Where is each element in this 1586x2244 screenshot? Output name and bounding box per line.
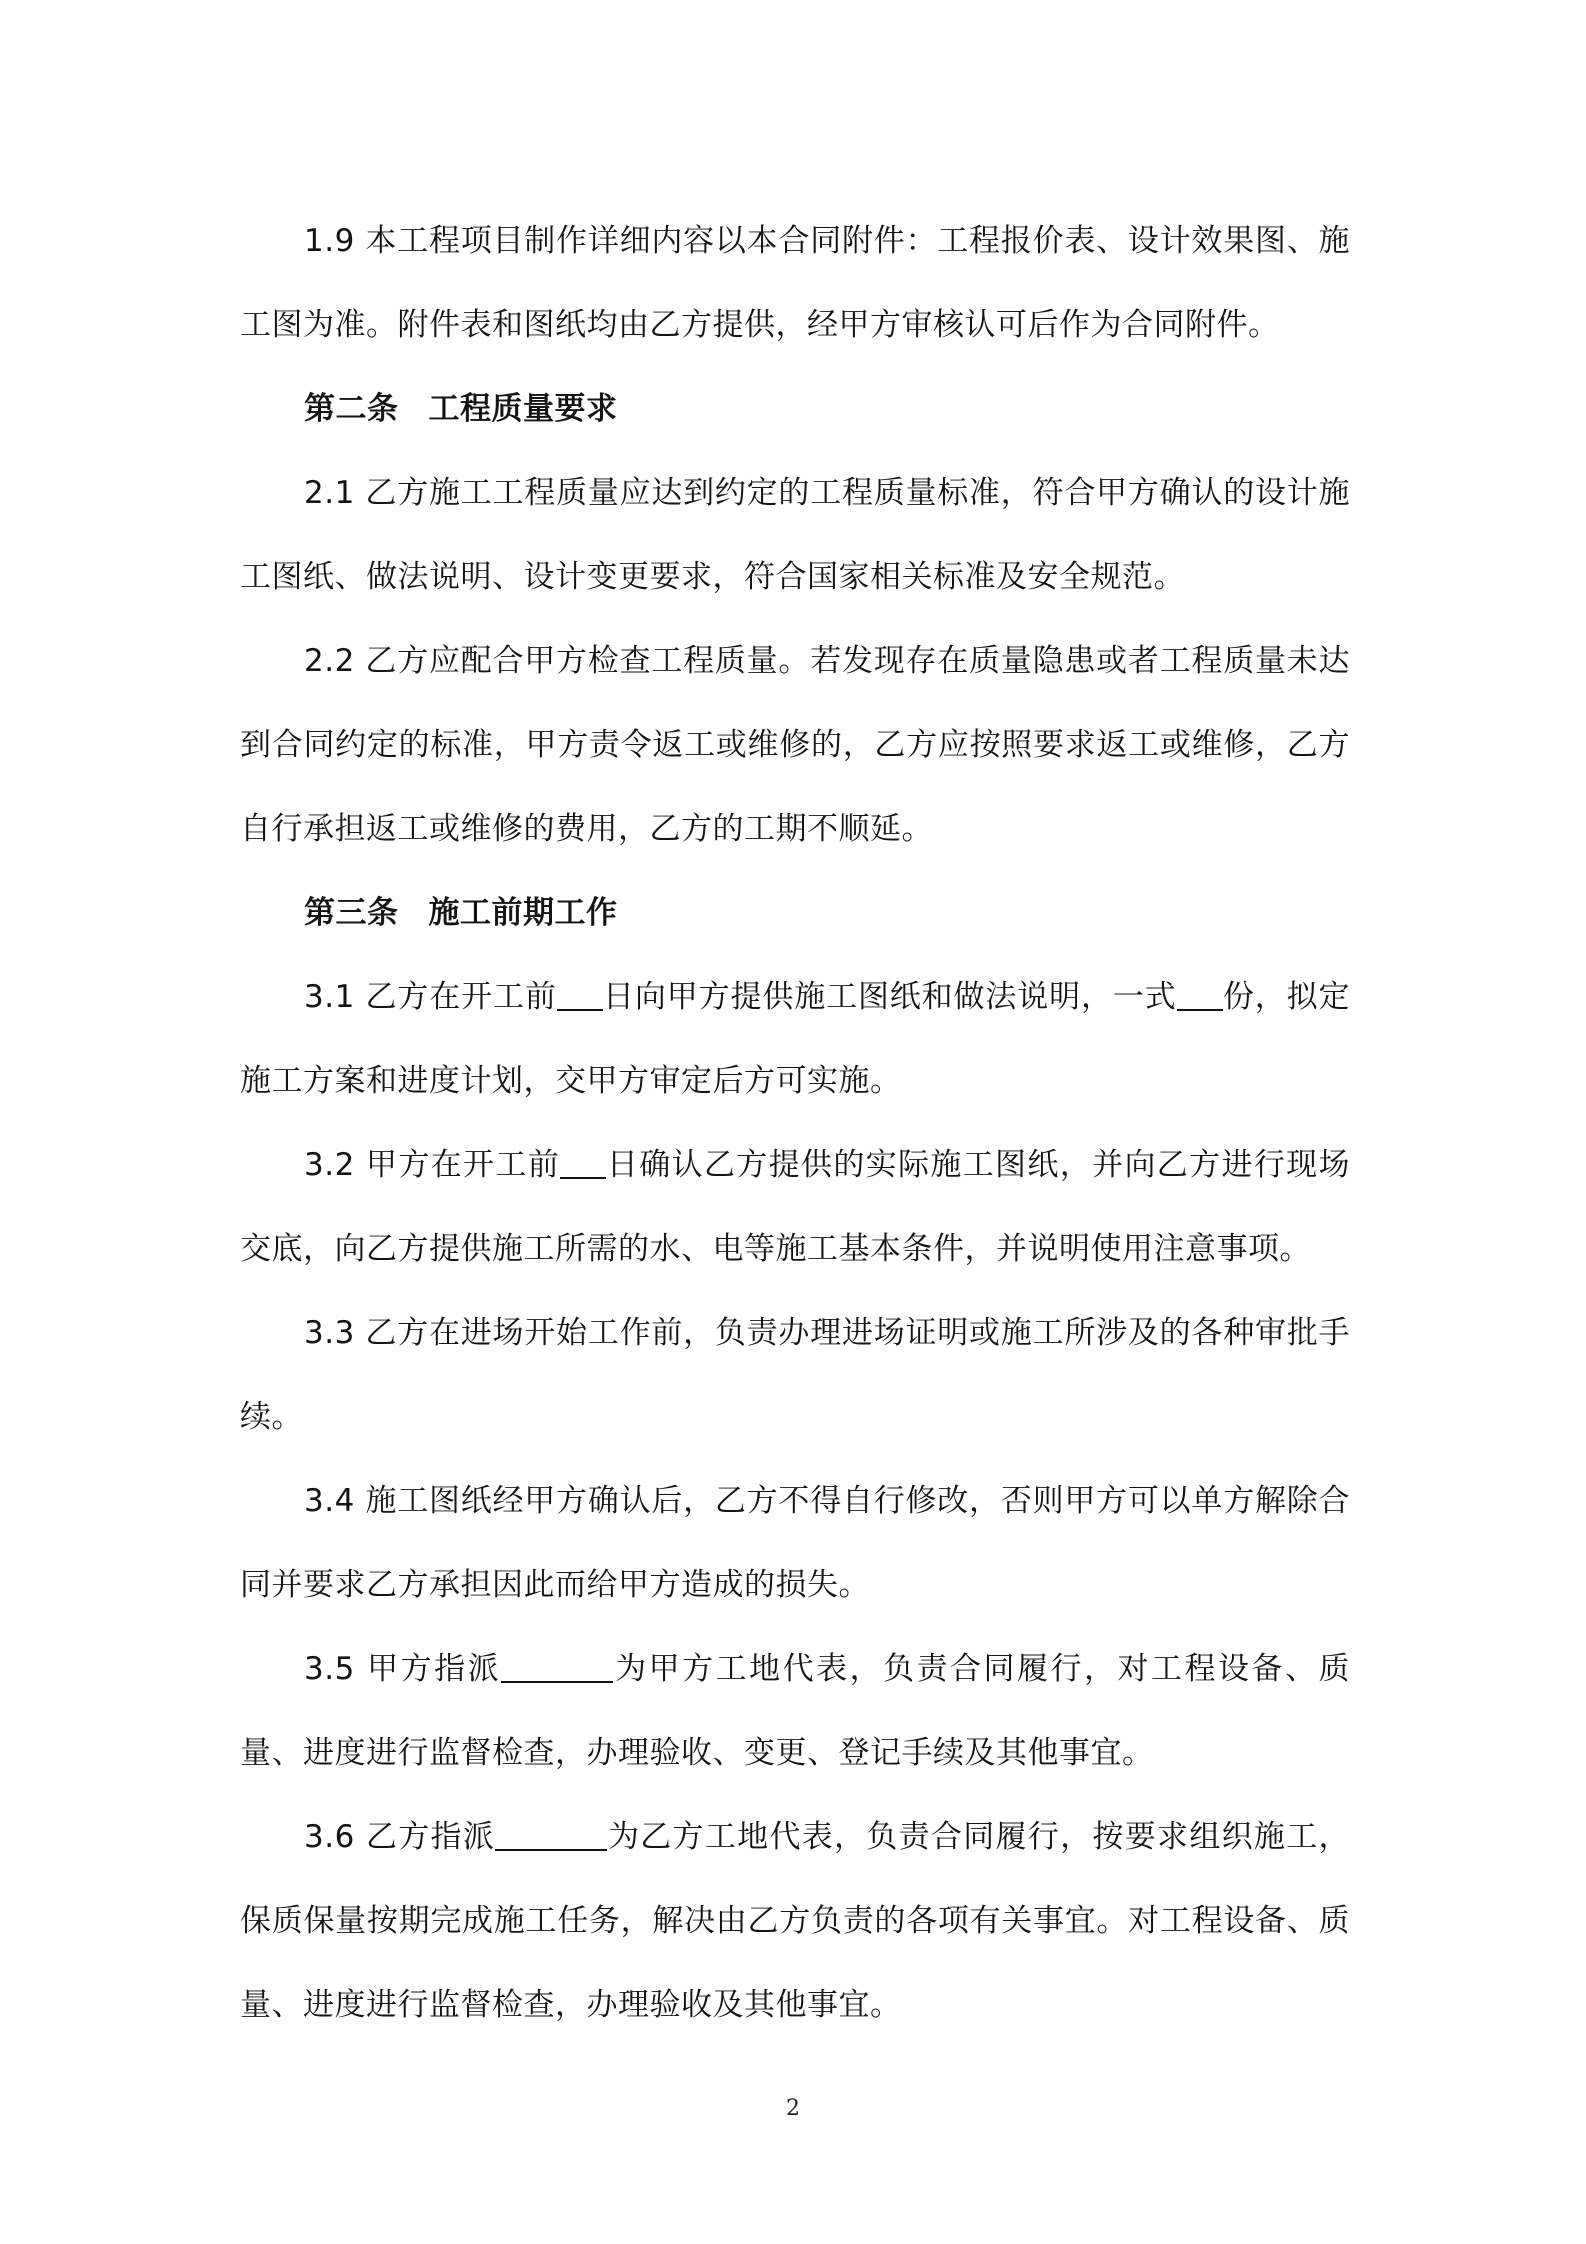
clause-2-1 [240,451,1350,619]
article-2-number: 第二条 [304,391,399,427]
clause-3-5-text-b: 为甲方工地代表，负责合同履行，对工程设备、质量、进度进行监督检查，办理验收、变更、登记手续及其他事宜。 [240,1651,1350,1771]
clause-3-5 [240,1627,1350,1795]
clause-3-5-text-a: 3.5 甲方指派 [304,1651,502,1687]
clause-3-1-text-b: 日向甲方提供施工图纸和做法说明，一式 [602,979,1177,1015]
clause-3-1-text-a: 3.1 乙方在开工前 [304,979,557,1015]
party-b-representative-blank-field[interactable] [495,1819,607,1851]
clause-3-4-text: 3.4 施工图纸经甲方确认后，乙方不得自行修改，否则甲方可以单方解除合同并要求乙方承担因此而给甲方造成的损失。 [240,1483,1350,1603]
clause-3-6 [240,1795,1350,2047]
article-2-heading [240,367,1350,451]
page-number: 2 [786,2096,800,2121]
clause-3-1 [240,955,1350,1123]
clause-3-2 [240,1123,1350,1291]
clause-3-3-text: 3.3 乙方在进场开始工作前，负责办理进场证明或施工所涉及的各种审批手续。 [240,1315,1350,1435]
clause-3-3 [240,1291,1350,1459]
article-3-number: 第三条 [304,895,399,931]
clause-2-1-text: 2.1 乙方施工工程质量应达到约定的工程质量标准，符合甲方确认的设计施工图纸、做法说明、设计变更要求，符合国家相关标准及安全规范。 [240,475,1350,595]
clause-2-2-text: 2.2 乙方应配合甲方检查工程质量。若发现存在质量隐患或者工程质量未达到合同约定的标准，甲方责令返工或维修的，乙方应按照要求返工或维修，乙方自行承担返工或维修的费用，乙方的工期不顺延。 [240,643,1350,847]
confirm-days-blank-field[interactable] [560,1147,606,1179]
clause-2-2 [240,619,1350,871]
clause-3-6-text-a: 3.6 乙方指派 [304,1819,496,1855]
article-3-title: 施工前期工作 [428,895,618,931]
document-body [240,199,1350,2047]
days-blank-field[interactable] [557,979,603,1011]
article-2-title: 工程质量要求 [428,391,618,427]
article-3-heading [240,871,1350,955]
clause-3-6-text-b: 为乙方工地代表，负责合同履行，按要求组织施工，保质保量按期完成施工任务，解决由乙方负责的各项有关事宜。对工程设备、质量、进度进行监督检查，办理验收及其他事宜。 [240,1819,1351,2023]
copies-blank-field[interactable] [1177,979,1223,1011]
clause-3-4 [240,1459,1350,1627]
party-a-representative-blank-field[interactable] [501,1651,613,1683]
clause-1-9 [240,199,1350,367]
clause-3-2-text-b: 日确认乙方提供的实际施工图纸，并向乙方进行现场交底，向乙方提供施工所需的水、电等施工基本条件，并说明使用注意事项。 [240,1147,1351,1267]
clause-1-9-text: 1.9 本工程项目制作详细内容以本合同附件：工程报价表、设计效果图、施工图为准。附件表和图纸均由乙方提供，经甲方审核认可后作为合同附件。 [240,223,1350,343]
clause-3-1-text-c: 份，拟定施工方案和进度计划，交甲方审定后方可实施。 [240,979,1351,1099]
clause-3-2-text-a: 3.2 甲方在开工前 [304,1147,561,1183]
